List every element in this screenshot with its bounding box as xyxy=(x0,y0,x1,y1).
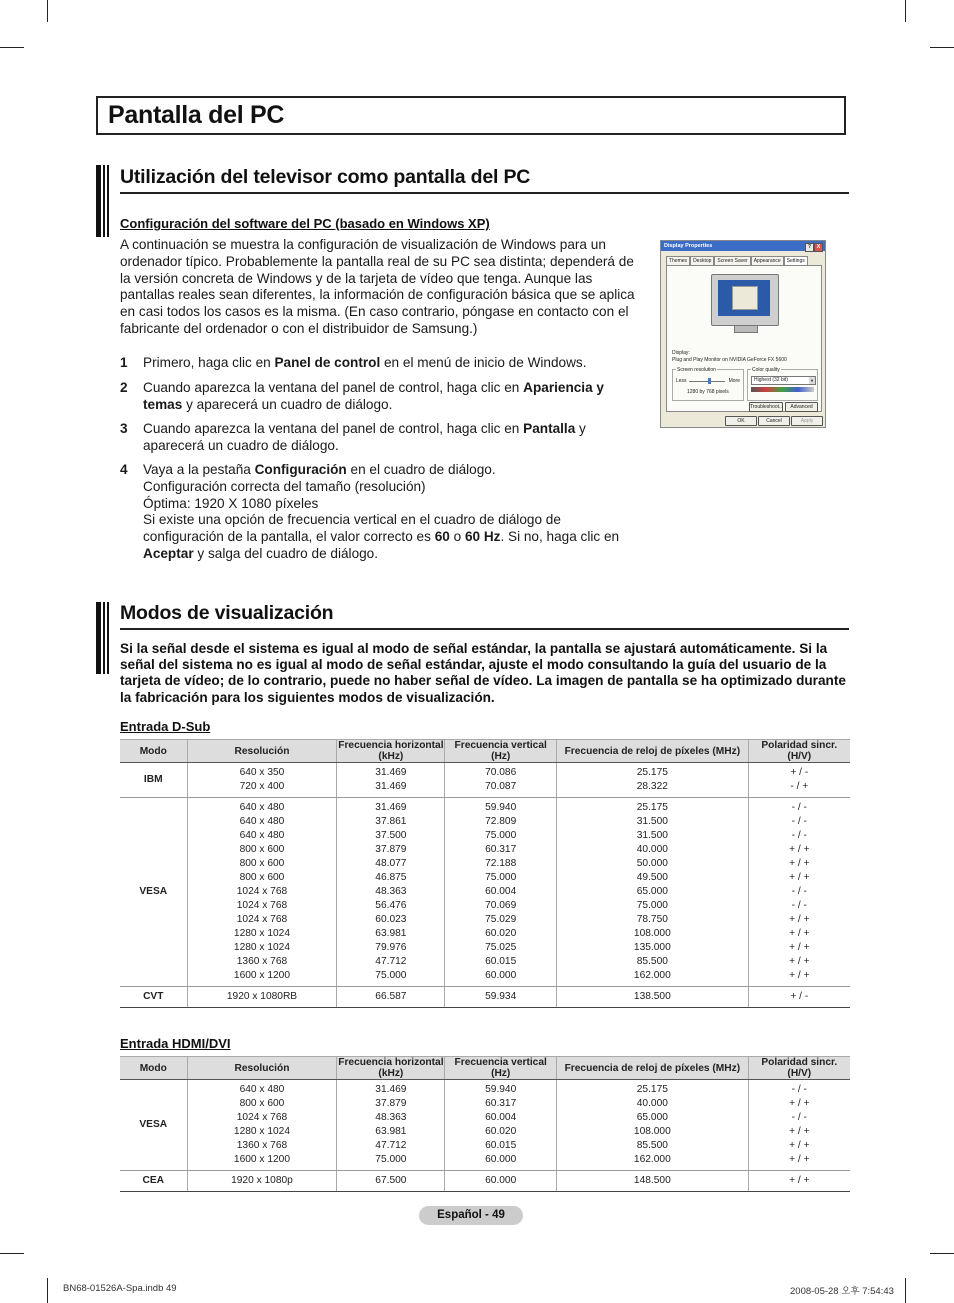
table-row xyxy=(120,987,850,1008)
column-header: Frecuencia de reloj de píxeles (MHz) xyxy=(557,740,749,763)
crop-mark xyxy=(47,1278,48,1303)
table-cell-mode: VESA xyxy=(120,798,187,987)
section-marker xyxy=(96,602,109,674)
column-header: Modo xyxy=(120,740,187,763)
cancel-button: Cancel xyxy=(758,416,790,426)
footer-timestamp: 2008-05-28 오후 7:54:43 xyxy=(790,1286,894,1297)
step-text-part: Primero, haga clic en xyxy=(143,355,275,370)
section-rule xyxy=(120,192,849,194)
crop-mark xyxy=(0,1253,24,1254)
resolution-slider xyxy=(689,381,725,382)
resolution-group xyxy=(672,369,744,401)
table-cell-mode: IBM xyxy=(120,763,187,798)
table-cell-pol: + / - xyxy=(748,987,850,1008)
chevron-down-icon: ▼ xyxy=(810,378,814,383)
page-number: Español - 49 xyxy=(419,1206,523,1225)
page-title-box xyxy=(96,96,846,135)
display-value: Plug and Play Monitor on NVIDIA GeForce FX 5600 xyxy=(672,357,787,363)
table-cell-clk: 148.500 xyxy=(557,1171,749,1192)
table-cell-vf: 59.940 72.809 75.000 60.317 72.188 75.000 60.004 70.069 75.029 60.020 75.025 60.015 60.000 xyxy=(445,798,557,987)
slider-thumb xyxy=(708,378,711,384)
tab-settings: Settings xyxy=(784,256,808,266)
advanced-button: Advanced xyxy=(785,402,818,412)
step-text xyxy=(143,421,623,455)
table-cell-hf: 31.469 37.879 48.363 63.981 47.712 75.000 xyxy=(337,1080,445,1171)
more-label: More xyxy=(728,378,740,384)
column-header: Frecuencia vertical (Hz) xyxy=(445,740,557,763)
section-rule xyxy=(120,628,849,630)
step-number: 3 xyxy=(120,421,128,436)
step-text xyxy=(143,462,623,563)
column-header: Frecuencia de reloj de píxeles (MHz) xyxy=(557,1057,749,1080)
step-text-part: Configuración correcta del tamaño (resolución) xyxy=(143,478,426,494)
step-keyword: Pantalla xyxy=(523,421,576,436)
step-text xyxy=(143,380,623,414)
table-cell-mode: VESA xyxy=(120,1080,187,1171)
resolution-value: 1280 by 768 pixels xyxy=(687,389,729,395)
dialog-title: Display Properties xyxy=(664,243,713,249)
column-header: Resolución xyxy=(187,1057,337,1080)
color-bar xyxy=(751,387,814,392)
settings-panel xyxy=(666,265,822,412)
step-text-part: y aparecerá un cuadro de diálogo. xyxy=(182,396,393,412)
column-header: Frecuencia horizontal (kHz) xyxy=(338,1057,444,1079)
step-text-part: Cuando aparezca la ventana del panel de control, haga clic en xyxy=(143,380,524,395)
table-cell-res: 640 x 480 640 x 480 640 x 480 800 x 600 800 x 600 800 x 600 1024 x 768 1024 x 768 1024 x 768 1280 x 1024 1280 x 1024 1360 x 768 1600 x 1200 xyxy=(187,798,337,987)
page-title: Pantalla del PC xyxy=(108,101,285,129)
table-cell-pol: - / - + / + - / - + / + + / + + / + xyxy=(748,1080,850,1171)
dialog-titlebar xyxy=(661,241,825,251)
step-text-part: en el menú de inicio de Windows. xyxy=(380,355,587,370)
step-text-part: en el cuadro de diálogo. xyxy=(346,462,496,477)
tab-themes: Themes xyxy=(666,256,690,265)
table-cell-mode: CVT xyxy=(120,987,187,1008)
table-row xyxy=(120,798,850,987)
step-text-part: y salga del cuadro de diálogo. xyxy=(193,545,379,561)
display-label: Display: xyxy=(672,350,690,356)
table-cell-hf: 66.587 xyxy=(337,987,445,1008)
step-number: 1 xyxy=(120,355,128,370)
less-label: Less xyxy=(676,378,687,384)
tab-desktop: Desktop xyxy=(690,256,714,265)
display-modes-intro: Si la señal desde el sistema es igual al modo de señal estándar, la pantalla se ajustará automáticamente. Si la señal del sistema no es igual al modo de señal estándar, ajuste el modo consultando la guía del usuario de la tarjeta de vídeo; de lo contrario, puede no haber señal de vídeo. La imagen de pantalla se ha optimizado durante la fabricación para los siguientes modos de visualización. xyxy=(120,641,846,705)
step-text xyxy=(143,355,623,372)
troubleshoot-button: Troubleshoot... xyxy=(750,404,784,410)
step-text-part: o xyxy=(449,529,465,545)
column-header: Polaridad sincr. (H/V) xyxy=(748,740,850,763)
color-select xyxy=(751,376,816,385)
column-header: Resolución xyxy=(187,740,337,763)
table-cell-vf: 60.000 xyxy=(445,1171,557,1192)
table-cell-res: 1920 x 1080RB xyxy=(187,987,337,1008)
ok-button: OK xyxy=(725,416,757,426)
table-cell-clk: 25.175 28.322 xyxy=(557,763,749,798)
section-title: Modos de visualización xyxy=(120,602,334,624)
dsub-table-label: Entrada D-Sub xyxy=(120,719,211,734)
intro-paragraph: A continuación se muestra la configuración de visualización de Windows para un ordenador típico. Probablemente la pantalla real de su PC sea distinta; dependerá de la versión concreta de Windows y de la tarjeta de vídeo que tenga. Aunque las pantallas reales sean diferentes, la información de configuración básica que se aplica en casi todos los casos es la misma. (En caso contrario, póngase en contacto con el fabricante del ordenador o con el distribuidor de Samsung.) xyxy=(120,237,635,336)
table-cell-vf: 70.086 70.087 xyxy=(445,763,557,798)
step-text-part: Vaya a la pestaña xyxy=(143,462,255,477)
color-label: Color quality xyxy=(752,367,780,373)
table-cell-hf: 67.500 xyxy=(337,1171,445,1192)
dialog-tabs xyxy=(666,256,808,265)
table-cell-hf: 31.469 37.861 37.500 37.879 48.077 46.875 48.363 56.476 60.023 63.981 79.976 47.712 75.000 xyxy=(337,798,445,987)
step-text-part: Si existe una opción de frecuencia vertical en el cuadro de diálogo de configuración de la pantalla, el valor correcto es xyxy=(143,512,561,545)
table-cell-pol: + / - - / + xyxy=(748,763,850,798)
apply-button: Apply xyxy=(791,416,823,426)
table-cell-hf: 31.469 31.469 xyxy=(337,763,445,798)
section-title: Utilización del televisor como pantalla del PC xyxy=(120,166,531,188)
table-header-row xyxy=(120,740,850,763)
tab-appearance: Appearance xyxy=(751,256,784,265)
column-header: Polaridad sincr. (H/V) xyxy=(748,1057,850,1080)
crop-mark xyxy=(930,1253,954,1254)
column-header: Frecuencia vertical (Hz) xyxy=(445,1057,557,1080)
crop-mark xyxy=(0,47,24,48)
color-value: Highest (32 bit) xyxy=(754,377,788,383)
table-cell-pol: + / + xyxy=(748,1171,850,1192)
column-header: Modo xyxy=(120,1057,187,1080)
step-text-part: . Si no, haga clic en xyxy=(500,529,620,545)
table-cell-res: 640 x 350 720 x 400 xyxy=(187,763,337,798)
help-icon: ? xyxy=(805,243,814,252)
table-cell-clk: 25.175 40.000 65.000 108.000 85.500 162.000 xyxy=(557,1080,749,1171)
footer-file-info: BN68-01526A-Spa.indb 49 xyxy=(63,1283,177,1294)
table-cell-vf: 59.934 xyxy=(445,987,557,1008)
step-text-part: Óptima: 1920 X 1080 píxeles xyxy=(143,495,319,511)
step-text-part: Cuando aparezca la ventana del panel de control, haga clic en xyxy=(143,421,524,436)
step-keyword: Panel de control xyxy=(274,355,381,370)
table-cell-vf: 59.940 60.317 60.004 60.020 60.015 60.000 xyxy=(445,1080,557,1171)
table-row xyxy=(120,1080,850,1171)
crop-mark xyxy=(930,47,954,48)
crop-mark xyxy=(905,1278,906,1303)
table-cell-clk: 25.175 31.500 31.500 40.000 50.000 49.500 65.000 75.000 78.750 108.000 135.000 85.500 162.000 xyxy=(557,798,749,987)
subsection-title: Configuración del software del PC (basado en Windows XP) xyxy=(120,216,490,231)
table-cell-mode: CEA xyxy=(120,1171,187,1192)
tab-screen-saver: Screen Saver xyxy=(714,256,750,265)
step-keyword: 60 xyxy=(434,529,450,545)
step-number: 4 xyxy=(120,462,128,477)
close-icon: X xyxy=(814,243,823,252)
hdmi-modes-table xyxy=(120,1056,850,1192)
display-properties-dialog xyxy=(660,240,826,428)
crop-mark xyxy=(47,0,48,22)
table-row xyxy=(120,1171,850,1192)
crop-mark xyxy=(905,0,906,22)
table-header-row xyxy=(120,1057,850,1080)
table-cell-res: 640 x 480 800 x 600 1024 x 768 1280 x 1024 1360 x 768 1600 x 1200 xyxy=(187,1080,337,1171)
dsub-modes-table xyxy=(120,739,850,1008)
section-marker xyxy=(96,165,109,237)
column-header: Frecuencia horizontal (kHz) xyxy=(338,740,444,762)
table-cell-pol: - / - - / - - / - + / + + / + + / + - / - - / - + / + + / + + / + + / + + / + xyxy=(748,798,850,987)
step-keyword: Apariencia y temas xyxy=(143,380,604,412)
color-group xyxy=(747,369,818,401)
table-cell-res: 1920 x 1080p xyxy=(187,1171,337,1192)
resolution-label: Screen resolution xyxy=(677,367,716,373)
table-row xyxy=(120,763,850,798)
monitor-icon xyxy=(711,274,779,326)
step-keyword: 60 Hz xyxy=(464,529,501,545)
monitor-screen xyxy=(718,280,770,316)
step-text-part: y aparecerá un cuadro de diálogo. xyxy=(143,421,586,453)
hdmi-table-label: Entrada HDMI/DVI xyxy=(120,1036,231,1051)
table-cell-clk: 138.500 xyxy=(557,987,749,1008)
step-keyword: Configuración xyxy=(254,462,347,477)
step-number: 2 xyxy=(120,380,128,395)
step-keyword: Aceptar xyxy=(143,545,194,561)
